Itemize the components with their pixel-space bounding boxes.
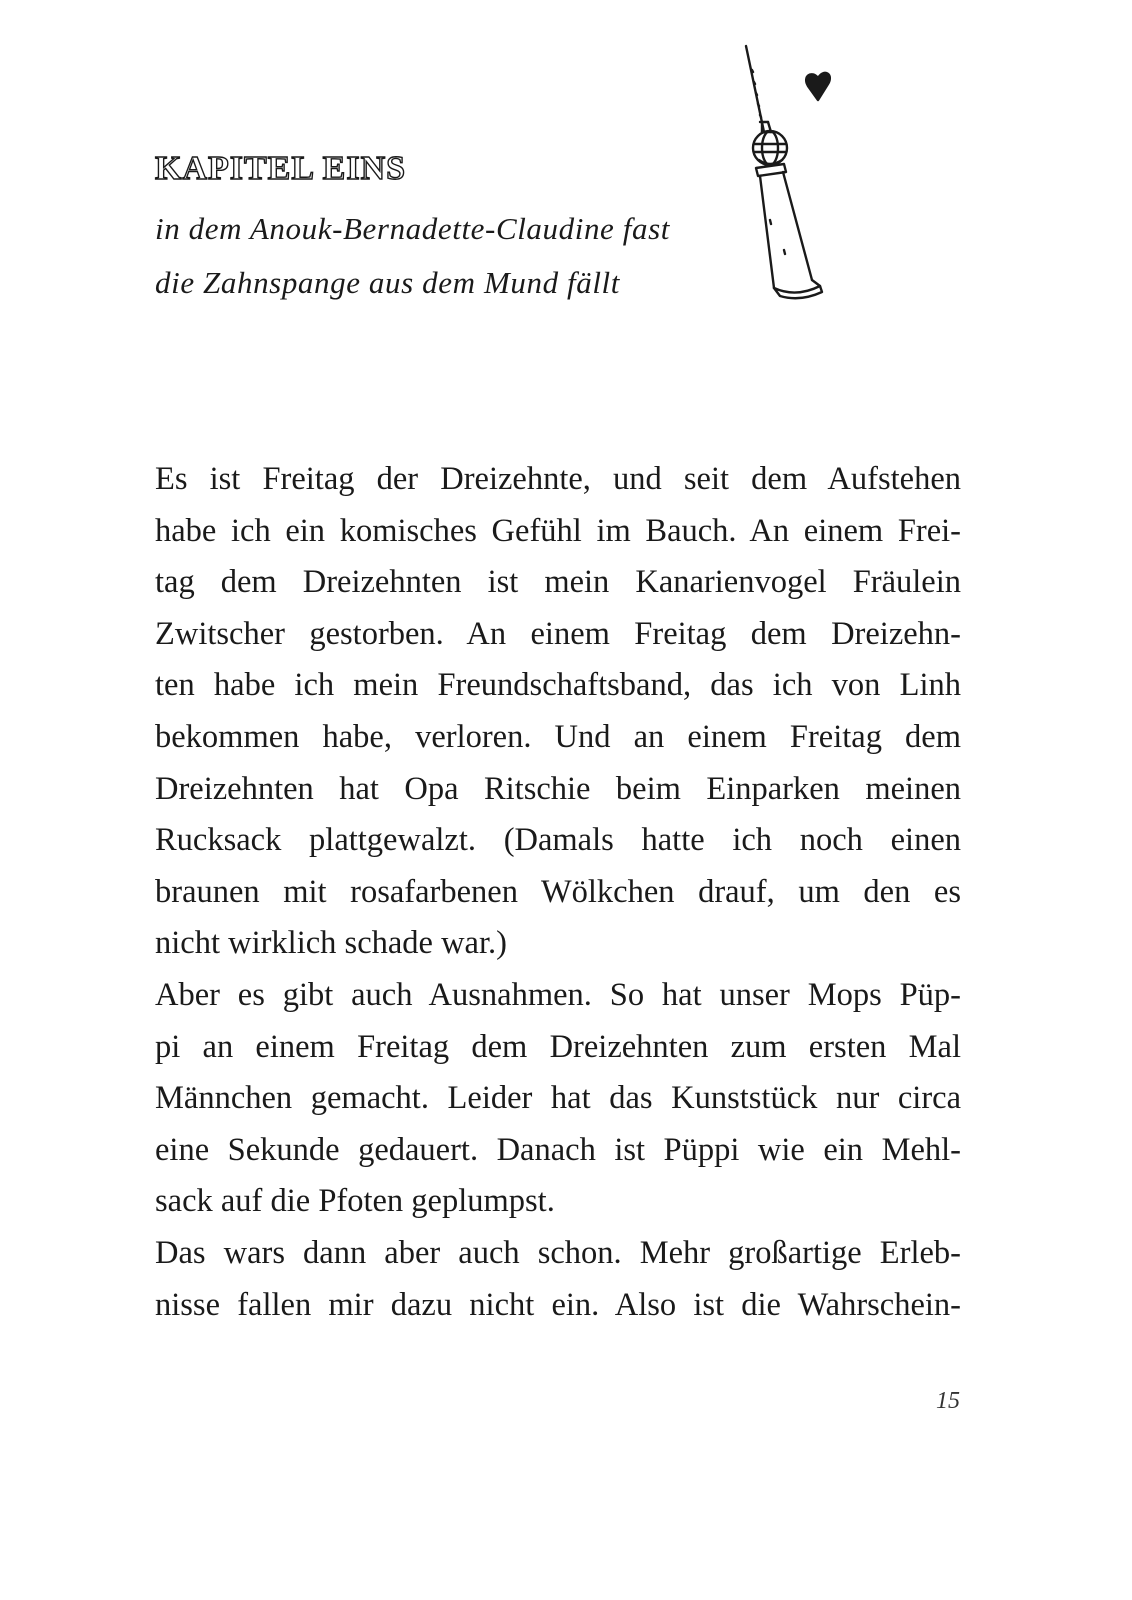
body-line: sack auf die Pfoten geplumpst. <box>155 1183 555 1220</box>
body-line: Es ist Freitag der Dreizehnte, und seit dem Aufstehen <box>155 461 961 497</box>
body-line: Dreizehnten hat Opa Ritschie beim Einparken meinen <box>155 770 961 807</box>
chapter-heading: KAPITEL EINS <box>155 150 407 187</box>
page-number: 15 <box>936 1388 960 1414</box>
body-line: habe ich ein komisches Gefühl im Bauch. An einem Frei- <box>155 512 961 549</box>
body-line: Das wars dann aber auch schon. Mehr großartige Erleb- <box>155 1234 961 1271</box>
body-line: bekommen habe, verloren. Und an einem Freitag dem <box>155 718 961 755</box>
body-line: nisse fallen mir dazu nicht ein. Also ist die Wahrschein- <box>155 1286 961 1323</box>
body-line: Männchen gemacht. Leider hat das Kunststück nur circa <box>155 1080 961 1117</box>
body-line: eine Sekunde gedauert. Danach ist Püppi wie ein Mehl- <box>155 1131 961 1168</box>
tv-tower-with-heart-icon <box>740 40 850 305</box>
body-line: tag dem Dreizehnten ist mein Kanarienvogel Fräulein <box>155 564 961 601</box>
chapter-subtitle-line: in dem Anouk-Bernadette-Claudine fast <box>155 211 670 246</box>
body-line: braunen mit rosafarbenen Wölkchen drauf, um den es <box>155 873 961 910</box>
body-line: Rucksack plattgewalzt. (Damals hatte ich noch einen <box>155 822 961 859</box>
body-line: Zwitscher gestorben. An einem Freitag dem Dreizehn- <box>155 615 961 652</box>
body-line: ten habe ich mein Freundschaftsband, das ich von Linh <box>155 667 961 704</box>
chapter-subtitle <box>155 202 670 310</box>
body-line: pi an einem Freitag dem Dreizehnten zum ersten Mal <box>155 1028 961 1065</box>
body-text <box>155 454 961 1331</box>
body-line: nicht wirklich schade war.) <box>155 925 507 962</box>
chapter-subtitle-line: die Zahnspange aus dem Mund fällt <box>155 265 620 300</box>
body-line: Aber es gibt auch Ausnahmen. So hat unser Mops Püp- <box>155 976 961 1013</box>
